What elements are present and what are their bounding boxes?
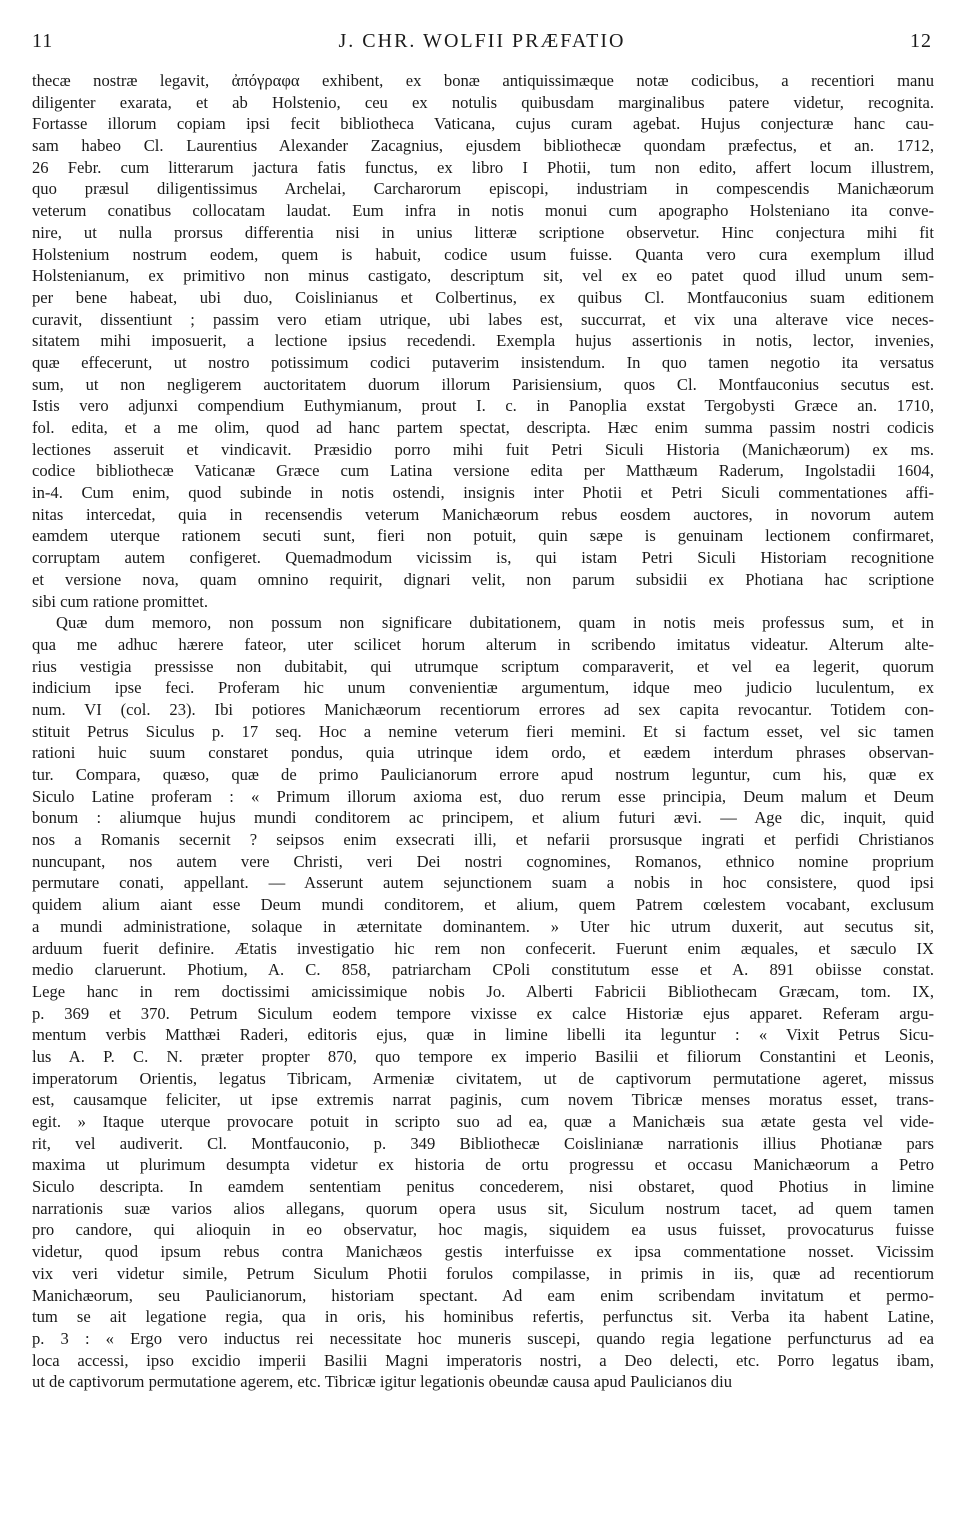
text-line: Istis vero adjunxi compendium Euthymianum, prout I. c. in Panoplia exstat Tergobysti Græce an. 1710,: [32, 396, 934, 416]
text-line: narrationis suæ varios alios allegans, quorum opera usus sit, Siculum nostrum tacet, ad quem tamen: [32, 1198, 934, 1218]
text-line: vix veri videtur simile, Petrum Siculum Photii forulos compilasse, in primis in iis, quæ ad recentiorum: [32, 1263, 934, 1283]
text-line: 26 Febr. cum litterarum jactura fatis functus, ex libro I Photii, tum non edito, affert locum illustrem,: [32, 157, 934, 177]
text-line: stituit Petrus Siculus p. 17 seq. Hoc a nemine veterum fieri memini. Et si factum esset, vel sic tamen: [32, 721, 934, 741]
text-line: quæ effecerunt, ut nostro potissimum codici putaverim insistendum. In quo tamen negotio ita versatus: [32, 352, 934, 372]
paragraph: [32, 70, 934, 612]
text-line: qua me adhuc hærere fateor, uter scilicet horum alterum in scribendo imitatus videatur. Alterum alte-: [32, 634, 934, 654]
text-line: ut de captivorum permutatione agerem, etc. Tibricæ igitur legationis obeundæ causa apud Paulicianos diu: [32, 1372, 733, 1392]
text-line: curavit, dissentiunt ; passim vero etiam utrique, ubi labes est, succurrat, et vix una alterave vice neces-: [32, 309, 934, 329]
text-line: corruptam autem configeret. Quemadmodum vicissim is, qui istam Petri Siculi Historiam recognitione: [32, 548, 934, 568]
text-line: rius vestigia pressisse non dubitabit, qui utrumque scriptum comparaverit, et vel ea legerit, quorum: [32, 656, 934, 676]
text-line: rationi huic suum constaret pondus, quia utrinque idem ordo, et eædem interdum phrases observan-: [32, 743, 934, 763]
text-line: Quæ dum memoro, non possum non significare dubitationem, quam in notis meis professus sum, et in: [56, 613, 934, 633]
text-line: est, causamque feliciter, ut ipse extremis narrat paginis, cum novem Tibricæ menses moratus esset, trans-: [32, 1090, 934, 1110]
text-line: a mundi administratione, solaque in æternitate dominantem. » Uter hic utrum duxerit, aut secutus sit,: [32, 916, 934, 936]
text-line: Lege hanc in rem doctissimi amicissimique nobis Jo. Alberti Fabricii Bibliothecam Græcam, tom. IX,: [32, 981, 934, 1001]
text-line: quidem alium aiant esse Deum mundi conditorem, et alium, quem Patrem cœlestem vocabant, exclusum: [32, 895, 934, 915]
text-line: arduum fuerit definire. Ætatis investigatio hic rem non confecerit. Fuerunt enim æquales, et sæculo IX: [32, 938, 934, 958]
text-line: mentum verbis Matthæi Raderi, editoris ejus, quæ in limine libelli ita leguntur : « Vixit Petrus Sicu-: [32, 1025, 934, 1045]
text-line: nuncupant, nos autem vere Christi, veri Dei nostri cognomines, Romanos, ethnico nomine proprium: [32, 851, 934, 871]
text-line: p. 3 : « Ergo vero inductus rei necessitate hoc muneris suscepi, quando regia legatione perfuncturus ad ea: [32, 1328, 934, 1348]
text-line: et versione nova, quam omnino requirit, dignari velit, non parum subsidii ex Photiana hac scriptione: [32, 569, 934, 589]
text-line: p. 369 et 370. Petrum Siculum eodem tempore vixisse ex calce Historiæ ejus apparet. Referam argu-: [32, 1003, 934, 1023]
text-line: thecæ nostræ legavit, ἀπόγραφα exhibent, ex bonæ antiquissimæque notæ codicibus, a recentiori manu: [32, 71, 934, 90]
text-line: lectiones asseruit et vindicavit. Præsidio porro mihi fuit Petri Siculi Historia (Manichæorum) ex ms.: [32, 439, 934, 459]
paragraph: [32, 612, 934, 1393]
text-line: sitatem mihi imposuerit, a lectione ipsius recedendi. Exempla hujus assertionis in notis, lector, invenies,: [32, 331, 934, 351]
text-line: diligenter exarata, et ab Holstenio, ceu ex notulis quibusdam marginalibus patere videtur, recognita.: [32, 92, 934, 112]
text-line: videtur, quod ipsum rebus contra Manichæos gestis interfuisse ex ipsa commentatione nosset. Vicissim: [32, 1242, 934, 1262]
text-line: codice bibliothecæ Vaticanæ Græce cum Latina versione edita per Matthæum Raderum, Ingolstadii 1604,: [32, 461, 934, 481]
running-title: J. CHR. WOLFII PRÆFATIO: [338, 30, 626, 52]
text-line: tum se ait legatione regia, qua in oris, his hominibus refertis, perfunctus sit. Verba ita habent Latine,: [32, 1307, 934, 1327]
text-line: per bene habeat, ubi duo, Coislinianus et Colbertinus, ex quibus Cl. Montfauconius suam editionem: [32, 287, 934, 307]
body-text: [32, 70, 934, 1393]
text-line: Siculo Latine proferam : « Primum illorum axioma est, duo rerum esse principia, Deum malum et Deum: [32, 786, 934, 806]
page-header: [32, 30, 932, 62]
text-line: fol. edita, et a me olim, quod ad hanc partem spectat, descripta. Hæc enim summa passim nostri codicis: [32, 418, 934, 437]
text-line: maxima ut plurimum desumpta videtur ex historia de ortu progressu et occasu Manichæorum a Petro: [32, 1155, 934, 1175]
text-line: pro candore, qui alioquin in eo observatur, hoc magis, siquidem ea usus fuisset, provocaturus fuisse: [32, 1220, 934, 1240]
text-line: quo præsul diligentissimus Archelai, Carcharorum episcopi, industriam in compescendis Manichæorum: [32, 179, 934, 199]
page-number-left: 11: [32, 30, 54, 52]
text-line: sum, ut non negligerem auctoritatem duorum illorum Parisiensium, quos Cl. Montfauconius secutus est.: [32, 374, 934, 394]
text-line: permutare conati, appellant. — Asserunt autem sejunctionem suam a nobis in hoc consistere, quod ipsi: [32, 873, 934, 893]
text-line: num. VI (col. 23). Ibi potiores Manichæorum recentiorum errores ad sex capita revocantur. Totidem con-: [32, 699, 934, 719]
text-line: indicium ipse feci. Proferam hic unum convenientiæ argumentum, idque meo judicio luculentum, ex: [32, 678, 934, 698]
text-line: Holstenium nostrum eodem, quem is habuit, codice usum fuisse. Quanta vero cura exemplum illud: [32, 244, 934, 264]
text-line: nos a Romanis secernit ? seipsos enim exsecrati illi, et nefarii prorsusque ingrati et perfidi Christianos: [32, 830, 934, 850]
text-line: sibi cum ratione promittet.: [32, 591, 209, 611]
text-line: lus A. P. C. N. præter propter 870, quo tempore ex imperio Basilii et filiorum Constantini et Leonis,: [32, 1046, 934, 1066]
text-line: Holstenianum, ex primitivo non minus castigato, descriptum sit, vel ex eo patet quod illud unum sem-: [32, 266, 934, 286]
text-line: nire, ut nulla prorsus differentia nisi in unius litteræ scriptione observetur. Hinc conjectura mihi fit: [32, 222, 934, 242]
text-line: rit, vel audiverit. Cl. Montfauconio, p. 349 Bibliothecæ Coislinianæ narrationis illius Photianæ pars: [32, 1133, 934, 1153]
text-line: sam habeo Cl. Laurentius Alexander Zacagnius, ejusdem bibliothecæ quondam præfectus, et an. 1712,: [32, 136, 934, 156]
text-line: nitas intercedat, quia in recensendis veterum Manichæorum rebus eosdem auctores, in novorum autem: [32, 504, 934, 524]
text-line: bonum : aliumque hujus mundi conditorem ac principem, et alium futuri ævi. — Age dic, inquit, quid: [32, 808, 934, 828]
page-number-right: 12: [910, 30, 932, 52]
text-line: medio claruerunt. Photium, A. C. 858, patriarcham CPoli constitutum esse et A. 891 obiisse constat.: [32, 960, 934, 980]
text-line: imperatorum Orientis, legatus Tibricam, Armeniæ civitatem, ut de captivorum permutatione ageret, missus: [32, 1068, 934, 1088]
text-line: Siculo descripta. In eamdem sententiam penitus concederem, nisi obstaret, quod Photius in limine: [32, 1177, 934, 1197]
text-line: in-4. Cum enim, quod subinde in notis ostendi, insignis inter Photii et Petri Siculi commentationes affi-: [32, 483, 934, 503]
text-line: loca accessi, ipso excidio imperii Basilii Magni imperatoris nostri, a Deo delecti, etc. Porro legatus ibam,: [32, 1350, 934, 1370]
text-line: Manichæorum, seu Paulicianorum, historiam spectant. Ad eam enim scribendam invitatum et permo-: [32, 1285, 934, 1305]
text-line: veterum conatibus collocatam laudat. Eum infra in notis monui cum apographo Holsteniano ita conve-: [32, 201, 934, 221]
text-line: egit. » Itaque uterque provocare potuit in scripto suo ad ea, quæ a Manichæis sua ætate gesta vel vide-: [32, 1112, 934, 1131]
text-line: eamdem uterque rationem secuti sunt, fieri non potuit, quin sæpe is genuinam lectionem confirmaret,: [32, 526, 934, 546]
text-line: tur. Compara, quæso, quæ de primo Paulicianorum errore apud nostrum leguntur, cum his, quæ ex: [32, 765, 934, 784]
text-line: Fortasse illorum copiam ipsi fecit bibliotheca Vaticana, cujus curam agebat. Hujus conjecturæ hanc cau-: [32, 114, 934, 134]
